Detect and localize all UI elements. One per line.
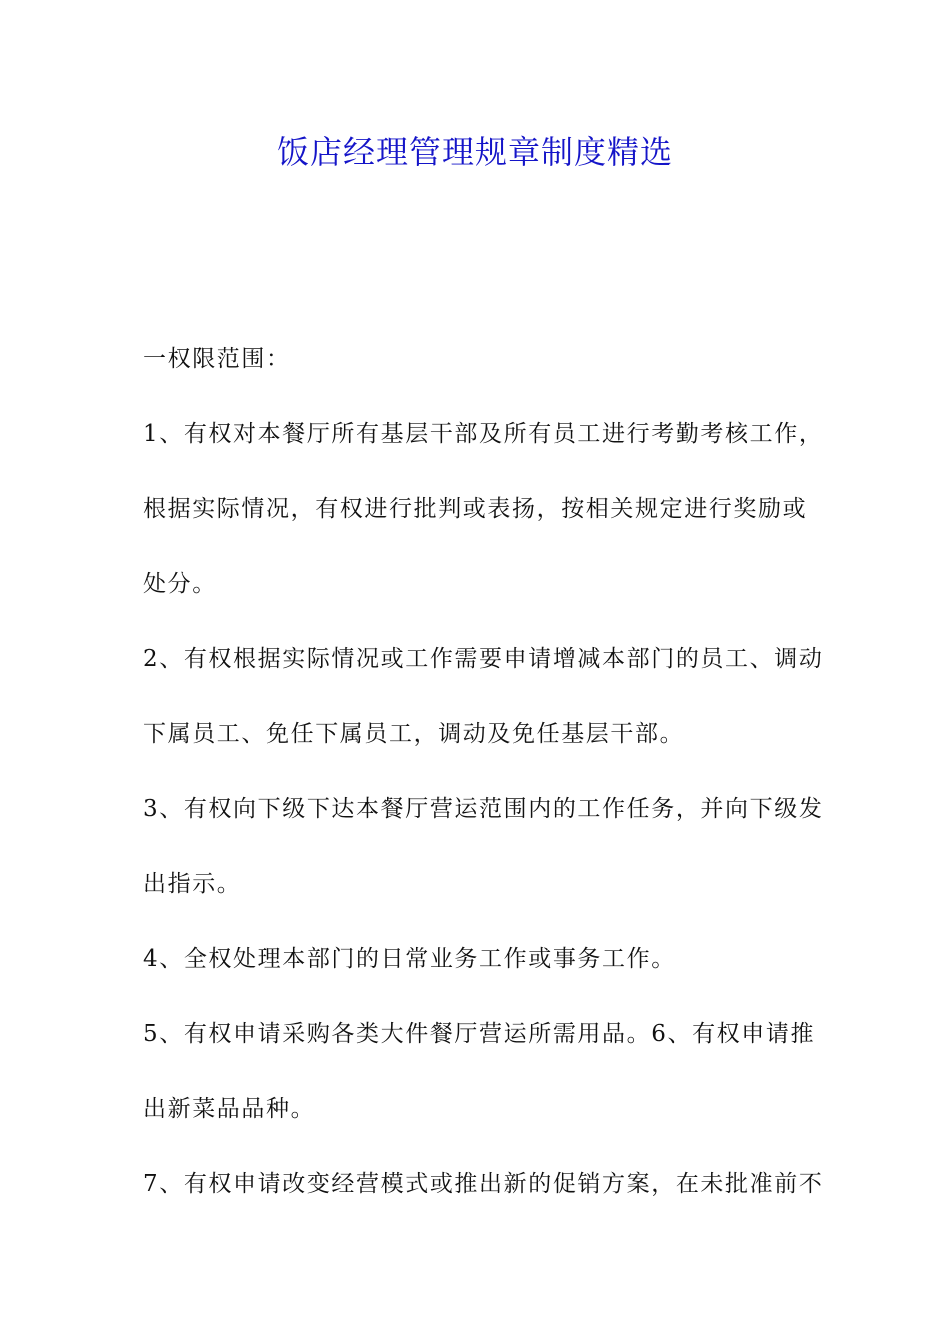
paragraph-line: 2、有权根据实际情况或工作需要申请增减本部门的员工、调动 <box>143 646 824 672</box>
paragraph-line: 3、有权向下级下达本餐厅营运范围内的工作任务，并向下级发 <box>143 796 824 822</box>
paragraph-line: 1、有权对本餐厅所有基层干部及所有员工进行考勤考核工作， <box>143 421 824 447</box>
paragraph-line: 7、有权申请改变经营模式或推出新的促销方案，在未批准前不 <box>143 1171 824 1197</box>
paragraph-line: 出指示。 <box>143 871 242 897</box>
paragraph-line: 出新菜品品种。 <box>143 1096 316 1122</box>
paragraph-line: 根据实际情况，有权进行批判或表扬，按相关规定进行奖励或 <box>143 496 808 522</box>
paragraph-line: 4、全权处理本部门的日常业务工作或事务工作。 <box>143 946 676 972</box>
paragraph-line: 处分。 <box>143 571 217 597</box>
paragraph-line: 5、有权申请采购各类大件餐厅营运所需用品。6、有权申请推 <box>143 1021 816 1047</box>
document-title: 饭店经理管理规章制度精选 <box>276 133 673 171</box>
paragraph-line: 下属员工、免任下属员工，调动及免任基层干部。 <box>143 721 685 747</box>
section-heading: 一权限范围： <box>143 346 291 372</box>
